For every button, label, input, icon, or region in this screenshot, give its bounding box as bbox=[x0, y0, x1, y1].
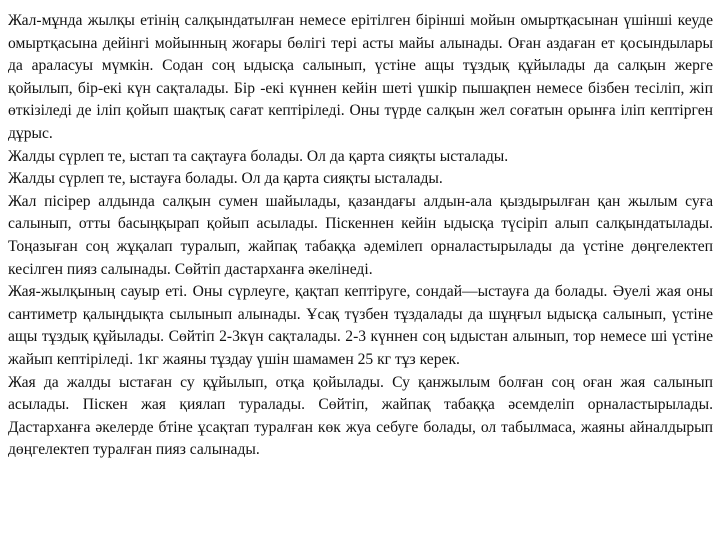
paragraph-zhaya-preparation: Жая-жылқының сауыр еті. Оны сүрлеуге, қақтап кептіруге, сондай—ыстауға да болады. Әуелі жая оны сантиметр қалыңдықта сылынып алынады. Ұсақ түзбен тұздалады да шұңғыл ыдысқа салынып, үстіне ащы тұздық құйылады. Сөйтіп 2-3күн сақталады. 2-3 күннен соң ыдыстан алынып, тор немесе ші үстіне жайып кептіріледі. 1кг жаяны тұздау үшін шамамен 25 кг тұз керек. bbox=[8, 283, 713, 368]
paragraph-zhal-cooking: Жал пісірер алдында салқын сумен шайылады, қазандағы алдын-ала қыздырылған қан жылым суға салынып, отты басыңқырап қойып асылады. Піскеннен кейін ыдысқа түсіріп алып салқындатылады. Тоңазыған соң жұқалап туралып, жайпақ табаққа әдемілеп орналастырылады да үстіне дөңгелектеп кесілген пияз салынады. Сөйтіп дастарханға әкелінеді. bbox=[8, 192, 713, 278]
paragraph-zhaya-cooking: Жая да жалды ыстаған су құйылып, отқа қойылады. Су қанжылым болған соң оған жая салынып асылады. Піскен жая қиялап туралады. Сөйтіп, жайпақ табаққа әсемделіп орналастырылады. Дастарханға әкелерде бтіне ұсақтап туралған көк жуа себуге болады, ол табылмаса, жаяны айналдырып дөңгелектеп туралған пияз салынады. bbox=[8, 373, 713, 459]
paragraph-zhal-preparation: Жал-мұнда жылқы етінің салқындатылған немесе ерітілген бірінші мойын омыртқасынан үшінші кеуде омыртқасына дейінгі мойынның жоғары бөлігі тері асты майы алынады. Оған аздаған ет қосындылары да араласуы мүмкін. Содан соң ыдысқа салынып, үстіне ащы тұздық құйылады да салқын жерге қойылып, бір-екі күн сақталады. Бір -екі күннен кейін шеті үшкір пышақпен немесе бізбен тесіліп, жіп өткізіледі де іліп қойып шақтық сағат кептіріледі. Оны түрде салқын жел соғатын орынға іліп кептірген дұрыс. bbox=[8, 12, 713, 142]
paragraph-zhal-smoking: Жалды сүрлеп те, ыстап та сақтауға болады. Ол да қарта сияқты ысталады. bbox=[8, 147, 509, 165]
paragraph-zhal-smoking-repeat: Жалды сүрлеп те, ыстауға болады. Ол да қарта сияқты ысталады. bbox=[8, 170, 443, 188]
